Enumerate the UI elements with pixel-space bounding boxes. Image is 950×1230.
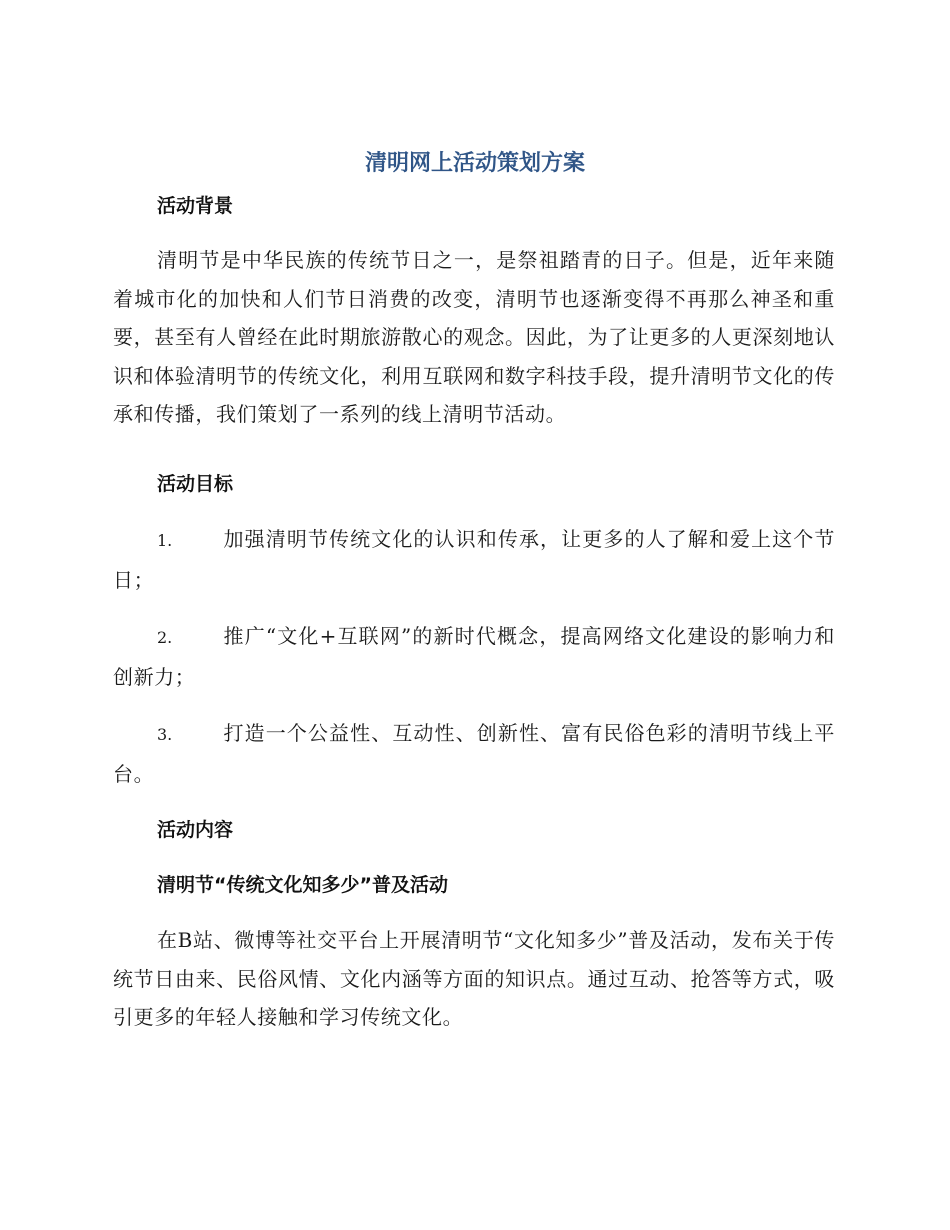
section-heading-goals: 活动目标 <box>157 473 234 495</box>
activity-subheading: 清明节“传统文化知多少”普及活动 <box>157 874 448 896</box>
list-item-text: 打造一个公益性、互动性、创新性、富有民俗色彩的清明节线上平台。 <box>113 721 835 786</box>
goal-list-item <box>113 520 835 599</box>
list-item-text: 推广“文化+互联网”的新时代概念，提高网络文化建设的影响力和创新力； <box>113 624 835 689</box>
list-item-text: 加强清明节传统文化的认识和传承，让更多的人了解和爱上这个节日； <box>113 527 835 592</box>
background-paragraph: 清明节是中华民族的传统节日之一，是祭祖踏青的日子。但是，近年来随着城市化的加快和人们节日消费的改变，清明节也逐渐变得不再那么神圣和重要，甚至有人曾经在此时期旅游散心的观念。因此，为了让更多的人更深刻地认识和体验清明节的传统文化，利用互联网和数字科技手段，提升清明节文化的传承和传播，我们策划了一系列的线上清明节活动。 <box>113 248 835 426</box>
section-heading-content: 活动内容 <box>157 819 234 841</box>
activity-paragraph: 在B站、微博等社交平台上开展清明节“文化知多少”普及活动，发布关于传统节日由来、民俗风情、文化内涵等方面的知识点。通过互动、抢答等方式，吸引更多的年轻人接触和学习传统文化。 <box>113 928 835 1029</box>
section-heading-background: 活动背景 <box>157 195 234 217</box>
list-number: 2. <box>157 628 173 647</box>
goal-list-item <box>113 617 835 696</box>
goal-list-item <box>113 714 835 793</box>
document-title: 清明网上活动策划方案 <box>364 151 585 176</box>
list-number: 3. <box>157 725 173 744</box>
list-number: 1. <box>157 531 173 550</box>
